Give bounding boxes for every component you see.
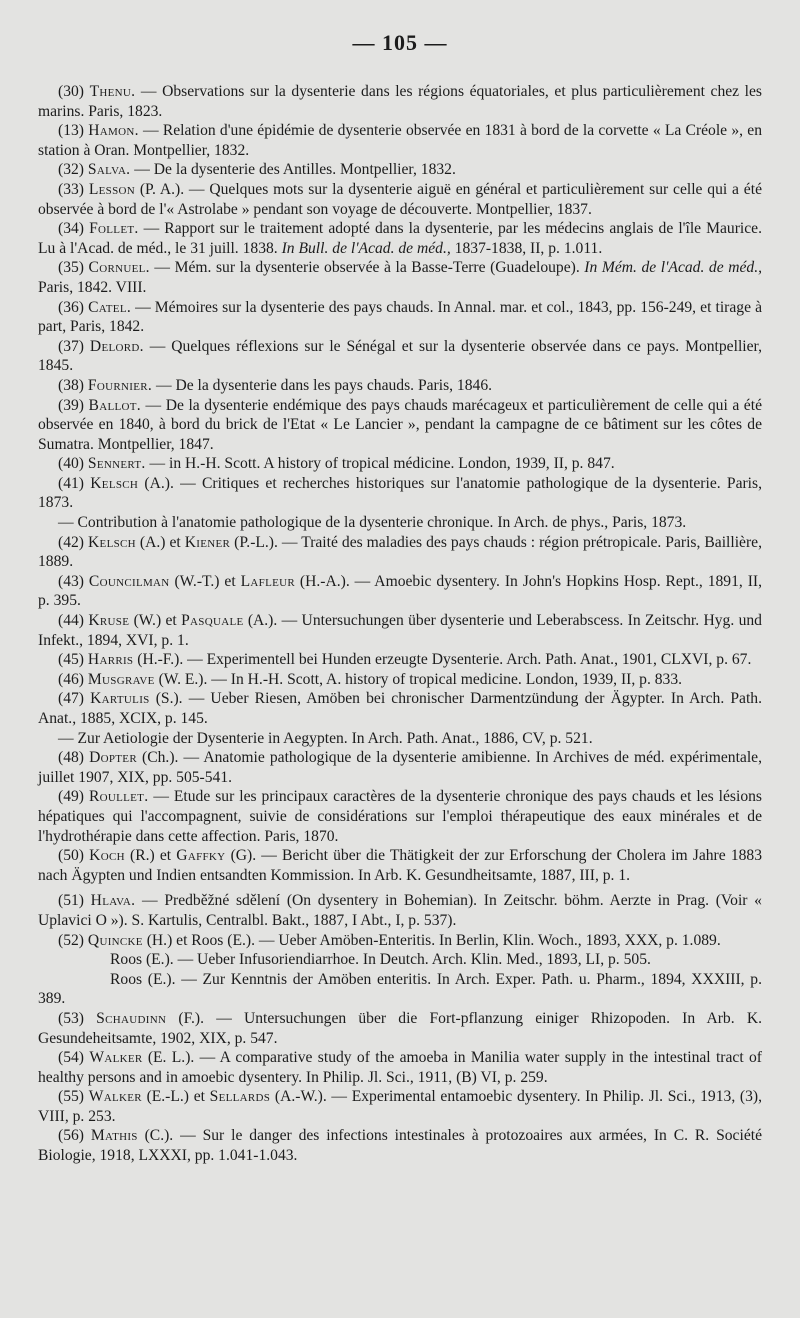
author-name: Delord.: [89, 337, 144, 355]
reference-entry: [38, 650, 762, 670]
reference-text: (P.-L.). — Traité des maladies des pays chauds : région prétropicale. Paris, Baillière, 1889.: [38, 533, 762, 571]
author-name: Dopter: [89, 749, 137, 767]
reference-entry: [38, 258, 762, 297]
reference-text: — Quelques réflexions sur le Sénégal et sur la dysenterie observée dans ce pays. Montpellier, 1845.: [38, 337, 762, 375]
reference-entry: [38, 950, 762, 970]
author-name: Thenu.: [89, 83, 136, 100]
author-name: Kruse: [88, 612, 130, 630]
reference-text: — De la dysenterie des Antilles. Montpellier, 1832.: [130, 161, 456, 179]
reference-number: (41): [58, 474, 91, 492]
author-name: Sellards: [209, 1088, 271, 1106]
reference-entry: [38, 729, 762, 749]
reference-number: (55): [58, 1088, 89, 1106]
reference-entry: [38, 748, 762, 787]
reference-number: (33): [58, 180, 89, 198]
author-name: Lesson: [88, 180, 135, 198]
reference-text: (R.) et: [124, 847, 177, 865]
reference-entry: [38, 121, 762, 160]
reference-text: — Mémoires sur la dysenterie des pays chauds. In Annal. mar. et col., 1843, pp. 156-249, et tirage à part, Paris, 1842.: [38, 298, 762, 336]
reference-entry: [38, 970, 762, 1009]
reference-number: (35): [58, 259, 89, 277]
reference-entry: [38, 533, 762, 572]
reference-entry: [38, 689, 762, 728]
reference-number: (50): [58, 847, 90, 865]
author-name: Catel.: [88, 298, 132, 316]
reference-number: (44): [58, 612, 89, 630]
reference-entry: [38, 180, 762, 219]
author-name: Harris: [87, 651, 134, 669]
author-name: Councilman: [88, 572, 170, 590]
reference-text: (G). — Bericht über die Thätigkeit der zur Erforschung der Cholera im Jahre 1883 nach Ägypten und Indien entsandten Kommission. In Arb. K. Gesundheitsamte, 1887, III, p. 1.: [38, 847, 763, 884]
reference-text: (H.-A.). — Amoebic dysentery. In John's Hopkins Hosp. Rept., 1891, II, p. 395.: [38, 572, 762, 610]
reference-number: (13): [58, 122, 89, 140]
reference-text: (W.) et: [129, 612, 182, 630]
reference-entry: [38, 846, 762, 885]
journal-title: In Mém. de l'Acad. de méd.,: [584, 259, 762, 277]
reference-number: (42): [58, 533, 88, 551]
reference-entry: [38, 82, 762, 121]
reference-number: (34): [58, 220, 90, 238]
reference-text: (H.) et Roos (E.). — Ueber Amöben-Enteritis. In Berlin, Klin. Woch., 1893, XXX, p. 1.089.: [142, 931, 721, 949]
author-name: Mathis: [90, 1127, 138, 1145]
reference-entry: [38, 513, 762, 533]
reference-text: (S.). — Ueber Riesen, Amöben bei chronischer Darmentzündung der Ägypter. In Arch. Path. Anat., 1885, XCIX, p. 145.: [38, 690, 762, 727]
author-name: Ballot.: [88, 396, 141, 414]
author-name: Kartulis: [90, 690, 150, 708]
reference-number: (40): [58, 455, 88, 473]
reference-number: (43): [58, 572, 89, 590]
reference-text: — Rapport sur le traitement adopté dans la dysenterie, par les médecins anglais de l'île Maurice. Lu à l'Acad. de méd., le 31 juill. 1838.: [38, 220, 762, 257]
reference-text: (E. L.). — A comparative study of the amoeba in Manilia water supply in the intestinal tract of healthy persons and in amoebic dysentery. In Philip. Jl. Sci., 1911, (B) VI, p. 259.: [38, 1049, 762, 1086]
reference-number: (52): [58, 931, 88, 949]
reference-entry: [38, 337, 762, 376]
reference-list: [38, 82, 762, 1166]
reference-entry: [38, 891, 762, 930]
reference-entry: [38, 160, 762, 180]
author-name: Fournier.: [87, 376, 153, 394]
reference-number: (36): [58, 298, 89, 316]
page-number: — 105 —: [352, 30, 448, 55]
reference-text: (Ch.). — Anatomie pathologique de la dysenterie amibienne. In Archives de méd. expérimentale, juillet 1907, XIX, pp. 505-541.: [38, 749, 762, 786]
reference-number: (32): [58, 161, 88, 179]
reference-entry: [38, 931, 762, 951]
reference-number: (48): [58, 749, 90, 767]
reference-entry: [38, 572, 762, 611]
author-name: Walker: [89, 1049, 143, 1067]
author-name: Sennert.: [87, 455, 146, 473]
reference-number: (30): [58, 83, 90, 100]
author-name: Cornuel.: [88, 259, 150, 277]
reference-entry: [38, 298, 762, 337]
reference-text: (F.). — Untersuchungen über die Fort-pflanzung einiger Rhizopoden. In Arb. K. Gesundeheitsamte, 1902, XIX, p. 547.: [38, 1009, 762, 1047]
author-name: Salva.: [87, 161, 131, 179]
reference-text: — De la dysenterie dans les pays chauds. Paris, 1846.: [152, 376, 493, 394]
reference-number: (51): [58, 892, 91, 910]
author-name: Kiener: [184, 533, 231, 551]
reference-text: 1837-1838, II, p. 1.011.: [450, 239, 603, 257]
reference-text: (W. E.). — In H.-H. Scott, A. history of tropical medicine. London, 1939, II, p. 833.: [154, 670, 683, 688]
reference-number: (56): [58, 1127, 91, 1145]
reference-text: Roos (E.). — Zur Kenntnis der Amöben enteritis. In Arch. Exper. Path. u. Pharm., 1894, XXXIII, p. 389.: [38, 970, 762, 1008]
journal-title: In Bull. de l'Acad. de méd.,: [281, 239, 451, 257]
reference-number: (54): [58, 1049, 90, 1067]
reference-text: (C.). — Sur le danger des infections intestinales à protozoaires aux armées, In C. R. Société Biologie, 1918, LXXXI, pp. 1.041-1.043.: [38, 1127, 762, 1165]
author-name: Hamon.: [88, 122, 139, 140]
author-name: Lafleur: [240, 572, 295, 590]
reference-text: — Relation d'une épidémie de dysenterie observée en 1831 à bord de la corvette « La Créole », en station à Oran. Montpellier, 1832.: [38, 122, 762, 159]
reference-text: — Zur Aetiologie der Dysenterie in Aegypten. In Arch. Path. Anat., 1886, CV, p. 521.: [58, 729, 593, 747]
reference-number: (39): [58, 396, 89, 414]
reference-text: — De la dysenterie endémique des pays chauds marécageux et particulièrement de celle qui a été observée en 1840, à bord du brick de l'Etat « Le Lancier », pendant la campagne de ce bâtiment sur les côtes de Sumatra. Montpellier, 1847.: [38, 396, 762, 453]
reference-text: Paris, 1842. VIII.: [38, 278, 147, 296]
author-name: Hlava.: [90, 892, 136, 910]
author-name: Schaudinn: [96, 1009, 167, 1027]
reference-entry: [38, 376, 762, 396]
reference-text: Roos (E.). — Ueber Infusoriendiarrhoe. In Deutch. Arch. Klin. Med., 1893, LI, p. 505.: [110, 951, 651, 969]
reference-entry: [38, 787, 762, 846]
reference-entry: [38, 454, 762, 474]
author-name: Kelsch: [87, 533, 136, 551]
author-name: Koch: [89, 847, 125, 865]
reference-number: (38): [58, 376, 88, 394]
author-name: Quincke: [87, 931, 143, 949]
reference-number: (37): [58, 337, 90, 355]
reference-text: — Predběžné sdělení (On dysentery in Bohemian). In Zeitschr. böhm. Aerzte in Prag. (Voir « Uplavici O »). S. Kartulis, Centralbl. Bakt., 1887, I Abt., I, p. 537).: [38, 892, 762, 929]
reference-text: — in H.-H. Scott. A history of tropical médicine. London, 1939, II, p. 847.: [145, 455, 615, 473]
author-name: Gaffky: [176, 847, 226, 865]
reference-text: (P. A.). — Quelques mots sur la dysenterie aiguë en général et particulièrement sur celle qui a été observée à bord de l'« Astrolabe » pendant son voyage de découverte. Montpellier, 1837.: [38, 180, 762, 218]
reference-text: (H.-F.). — Experimentell bei Hunden erzeugte Dysenterie. Arch. Path. Anat., 1901, CLXVI, p. 67.: [133, 651, 752, 669]
reference-text: (A.) et: [135, 533, 185, 551]
reference-text: — Observations sur la dysenterie dans les régions équatoriales, et plus particulièrement chez les marins. Paris, 1823.: [38, 83, 762, 120]
author-name: Kelsch: [90, 474, 139, 492]
author-name: Pasquale: [181, 612, 244, 630]
reference-number: (49): [58, 788, 89, 806]
reference-entry: [38, 1126, 762, 1165]
reference-text: — Contribution à l'anatomie pathologique de la dysenterie chronique. In Arch. de phys., Paris, 1873.: [58, 514, 687, 532]
author-name: Roullet.: [88, 788, 149, 806]
reference-text: (A.). — Untersuchungen über dysenterie und Leberabscess. In Zeitschr. Hyg. und Infekt., 1894, XVI, p. 1.: [38, 612, 762, 649]
reference-number: (47): [58, 690, 91, 708]
author-name: Walker: [88, 1088, 142, 1106]
reference-number: (53): [58, 1009, 97, 1027]
reference-text: (A.-W.). — Experimental entamoebic dysentery. In Philip. Jl. Sci., 1913, (3), VIII, p. 253.: [38, 1088, 762, 1125]
reference-entry: [38, 219, 762, 258]
reference-text: (W.-T.) et: [169, 572, 241, 590]
reference-entry: [38, 1087, 762, 1126]
author-name: Musgrave: [87, 670, 155, 688]
reference-text: (E.-L.) et: [141, 1088, 210, 1106]
reference-entry: [38, 396, 762, 455]
reference-text: — Mém. sur la dysenterie observée à la Basse-Terre (Guadeloupe).: [149, 259, 585, 277]
reference-number: (45): [58, 651, 88, 669]
author-name: Follet.: [89, 220, 139, 238]
reference-entry: [38, 1048, 762, 1087]
reference-number: (46): [58, 670, 88, 688]
reference-text: — Etude sur les principaux caractères de la dysenterie chronique des pays chauds et les lésions hépatiques qui l'accompagnent, suivie de considérations sur l'emploi thérapeutique des eaux minérales et de l'hydrothérapie dans cette affection. Paris, 1870.: [38, 788, 762, 845]
reference-entry: [38, 611, 762, 650]
reference-entry: [38, 474, 762, 513]
reference-entry: [38, 670, 762, 690]
reference-entry: [38, 1009, 762, 1048]
reference-text: (A.). — Critiques et recherches historiques sur l'anatomie pathologique de la dysenterie. Paris, 1873.: [38, 474, 762, 512]
